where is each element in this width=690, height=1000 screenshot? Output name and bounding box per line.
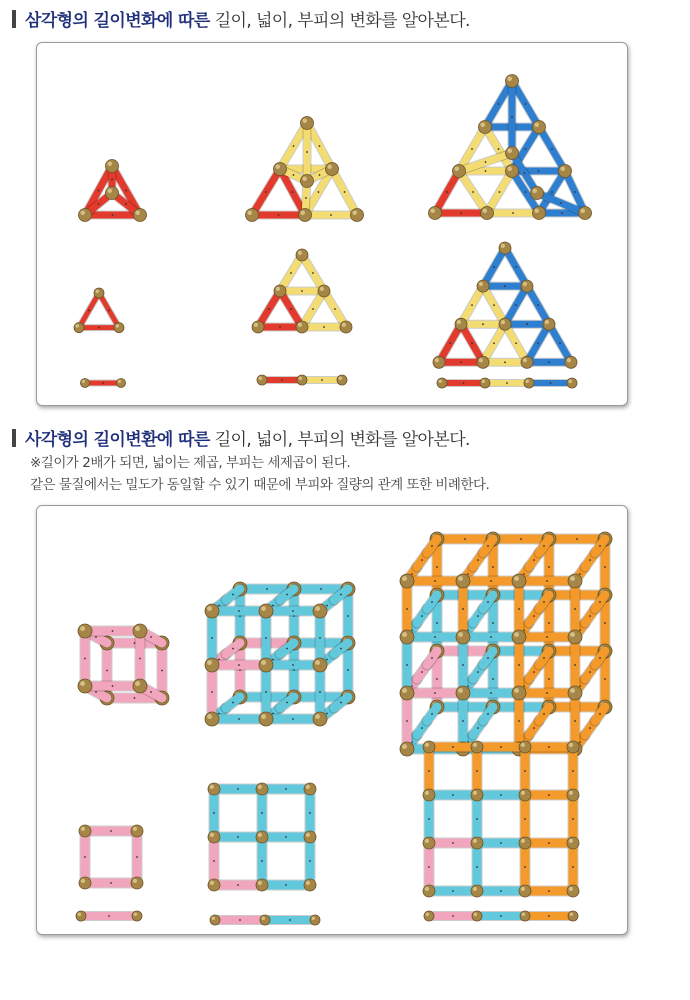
rod [347,643,349,697]
rod [483,248,505,286]
connector-ball [205,604,219,618]
connector-ball [299,209,312,222]
rod [477,794,525,796]
rod [305,214,357,216]
rod [302,326,346,328]
connector-ball [506,165,519,178]
rod [319,665,321,719]
connector-ball [132,911,142,921]
connector-ball [256,783,268,795]
rod [524,795,526,843]
connector-ball [274,285,286,297]
connector-ball [479,121,492,134]
square-models-illustration [37,506,627,934]
rod [493,538,549,540]
connector-ball [471,837,483,849]
rod [476,747,478,795]
connector-ball [310,915,320,925]
section-triangle-heading [12,6,470,31]
rod [505,248,527,286]
rod [519,692,575,694]
rod [211,665,213,719]
connector-ball [246,209,259,222]
rod [549,538,605,540]
rod [539,127,565,171]
rod [518,693,520,749]
connector-ball [304,783,316,795]
connector-ball [519,885,531,897]
rod [407,636,463,638]
rod [511,81,513,153]
rod [79,327,119,329]
rod [574,637,576,693]
rod [332,169,357,215]
rod [428,795,430,843]
connector-ball [512,686,526,700]
rod [428,843,430,891]
rod [477,746,525,748]
connector-ball [543,318,555,330]
connector-ball [568,686,582,700]
rod [265,665,267,719]
rod [280,290,324,292]
rod [429,842,477,844]
connector-ball [260,915,270,925]
connector-ball [337,375,347,385]
connector-ball [256,879,268,891]
connector-ball [296,249,308,261]
connector-ball [455,318,467,330]
connector-ball [567,837,579,849]
connector-ball [423,885,435,897]
rod [79,293,99,328]
rod [85,214,140,216]
rod [85,630,140,632]
rod [309,837,311,885]
rod [252,169,280,215]
connector-ball [259,712,273,726]
rod [477,890,525,892]
connector-ball [499,318,511,330]
connector-ball [400,686,414,700]
connector-ball [74,323,84,333]
rod [252,214,305,216]
rod [265,919,315,921]
rod [527,324,549,362]
rod [572,843,574,891]
rod [213,789,215,837]
connector-ball [565,356,577,368]
square-panel [36,505,628,935]
rod [258,326,302,328]
note-line-1: ※길이가 2배가 되면, 넓이는 제곱, 부피는 세제곱이 된다. [30,455,351,471]
rod [136,831,138,883]
heading-rest: 길이, 넓이, 부피의 변화를 알아본다. [214,11,470,31]
connector-ball [568,574,582,588]
connector-ball [301,117,314,130]
connector-ball [456,574,470,588]
rod [226,697,240,708]
connector-ball [400,574,414,588]
connector-ball [133,679,147,693]
connector-ball [208,879,220,891]
rod [505,324,527,362]
connector-ball [297,375,307,385]
section-square-heading [12,425,470,450]
rod [461,286,483,324]
connector-ball [520,911,530,921]
rod [463,580,519,582]
rod [266,718,320,720]
rod [262,836,310,838]
rod [505,286,527,324]
rod [529,382,572,384]
rod [483,286,505,324]
rod [319,611,321,665]
rod [84,631,86,686]
connector-ball [79,825,91,837]
heading-strong: 사각형의 길이변환에 따른 [25,430,210,450]
connector-ball [533,121,546,134]
rod [439,361,483,363]
rod [406,581,408,637]
rod [161,643,163,698]
connector-ball [318,285,330,297]
connector-ball [477,280,489,292]
connector-ball [471,741,483,753]
rod [406,693,408,749]
connector-ball [340,321,352,333]
rod [85,830,137,832]
triangle-models-illustration [37,43,627,405]
rod [525,746,573,748]
rod [476,795,478,843]
rod [483,324,505,362]
rod [429,794,477,796]
connector-ball [400,742,414,756]
connector-ball [480,378,490,388]
connector-ball [424,911,434,921]
rod [572,795,574,843]
connector-ball [252,321,264,333]
connector-ball [481,207,494,220]
rod [262,379,302,381]
rod [524,747,526,795]
rod [524,843,526,891]
connector-ball [471,789,483,801]
connector-ball [519,789,531,801]
connector-ball [499,242,511,254]
rod [407,580,463,582]
rod [84,831,86,883]
rod [306,123,308,181]
rod [487,212,539,214]
rod [85,882,137,884]
rod [439,324,461,362]
connector-ball [579,207,592,220]
rod [261,789,263,837]
rod [211,611,213,665]
heading-bar-icon [12,429,16,447]
rod [462,693,464,749]
rod [527,361,571,363]
rod [574,581,576,637]
triangle-panel [36,42,628,406]
rod [518,581,520,637]
connector-ball [259,658,273,672]
connector-ball [76,911,86,921]
rod [265,611,267,665]
connector-ball [568,911,578,921]
rod [485,382,529,384]
connector-ball [429,207,442,220]
rod [85,382,121,384]
connector-ball [471,885,483,897]
rod [461,323,505,325]
connector-ball [304,879,316,891]
connector-ball [453,165,466,178]
connector-ball [131,825,143,837]
connector-ball [81,379,90,388]
rod [477,915,525,917]
connector-ball [131,877,143,889]
rod [406,637,408,693]
connector-ball [568,630,582,644]
connector-ball [521,356,533,368]
rod [462,637,464,693]
connector-ball [259,604,273,618]
rod [214,836,262,838]
rod [459,171,487,213]
rod [212,610,266,612]
heading-strong: 삼각형의 길이변화에 따른 [25,11,210,31]
connector-ball [301,175,314,188]
rod [519,580,575,582]
connector-ball [567,378,577,388]
connector-ball [519,741,531,753]
connector-ball [78,679,92,693]
rod [302,379,342,381]
rod [549,324,571,362]
rod [505,323,549,325]
connector-ball [512,630,526,644]
rod [99,293,119,328]
rod [261,837,263,885]
rod [435,171,459,213]
connector-ball [531,187,544,200]
rod [262,884,310,886]
connector-ball [79,209,92,222]
rod [81,915,137,917]
rod [262,788,310,790]
connector-ball [79,877,91,889]
rod [525,794,573,796]
connector-ball [114,323,124,333]
rod [462,581,464,637]
connector-ball [106,160,119,173]
rod [85,685,140,687]
connector-ball [521,280,533,292]
connector-ball [94,288,104,298]
connector-ball [313,604,327,618]
rod [525,842,573,844]
rod [527,286,549,324]
connector-ball [134,209,147,222]
rod [429,890,477,892]
rod [483,361,527,363]
connector-ball [559,165,572,178]
rod [463,692,519,694]
connector-ball [133,624,147,638]
rod [213,837,215,885]
connector-ball [477,356,489,368]
rod [429,746,477,748]
rod [483,285,527,287]
connector-ball [313,658,327,672]
rod [476,843,478,891]
rod [266,664,320,666]
rod [347,589,349,643]
connector-ball [257,375,267,385]
rod [442,382,485,384]
rod [429,915,477,917]
connector-ball [208,831,220,843]
rod [435,212,487,214]
connector-ball [506,75,519,88]
connector-ball [210,915,220,925]
connector-ball [351,209,364,222]
rod [427,707,437,721]
rod [461,324,483,362]
rod [139,631,141,686]
connector-ball [205,658,219,672]
rod [212,664,266,666]
rod [437,538,493,540]
connector-ball [326,163,339,176]
rod [214,788,262,790]
connector-ball [524,378,534,388]
rod [428,747,430,795]
rod [525,915,573,917]
rod [407,692,463,694]
connector-ball [208,783,220,795]
connector-ball [567,885,579,897]
connector-ball [567,789,579,801]
connector-ball [304,831,316,843]
connector-ball [423,789,435,801]
connector-ball [437,378,447,388]
rod [215,919,265,921]
heading-bar-icon [12,10,16,28]
connector-ball [117,379,126,388]
connector-ball [423,837,435,849]
rod [518,637,520,693]
rod [487,171,512,213]
connector-ball [106,187,119,200]
connector-ball [296,321,308,333]
connector-ball [400,630,414,644]
rod [212,718,266,720]
connector-ball [256,831,268,843]
rod [309,789,311,837]
connector-ball [423,741,435,753]
connector-ball [533,207,546,220]
connector-ball [274,163,287,176]
connector-ball [506,147,519,160]
connector-ball [205,712,219,726]
connector-ball [472,911,482,921]
rod [519,636,575,638]
rod [525,890,573,892]
connector-ball [313,712,327,726]
rod [572,747,574,795]
connector-ball [433,356,445,368]
connector-ball [78,624,92,638]
connector-ball [456,686,470,700]
rod [574,693,576,749]
heading-rest: 길이, 넓이, 부피의 변화를 알아본다. [214,430,470,450]
rod [266,610,320,612]
connector-ball [567,741,579,753]
rod [214,884,262,886]
connector-ball [512,574,526,588]
rod [463,636,519,638]
connector-ball [519,837,531,849]
rod [477,842,525,844]
connector-ball [456,630,470,644]
note-line-2: 같은 물질에서는 밀도가 동일할 수 있기 때문에 부피와 질량의 관계 또한 비례한다. [30,477,490,493]
